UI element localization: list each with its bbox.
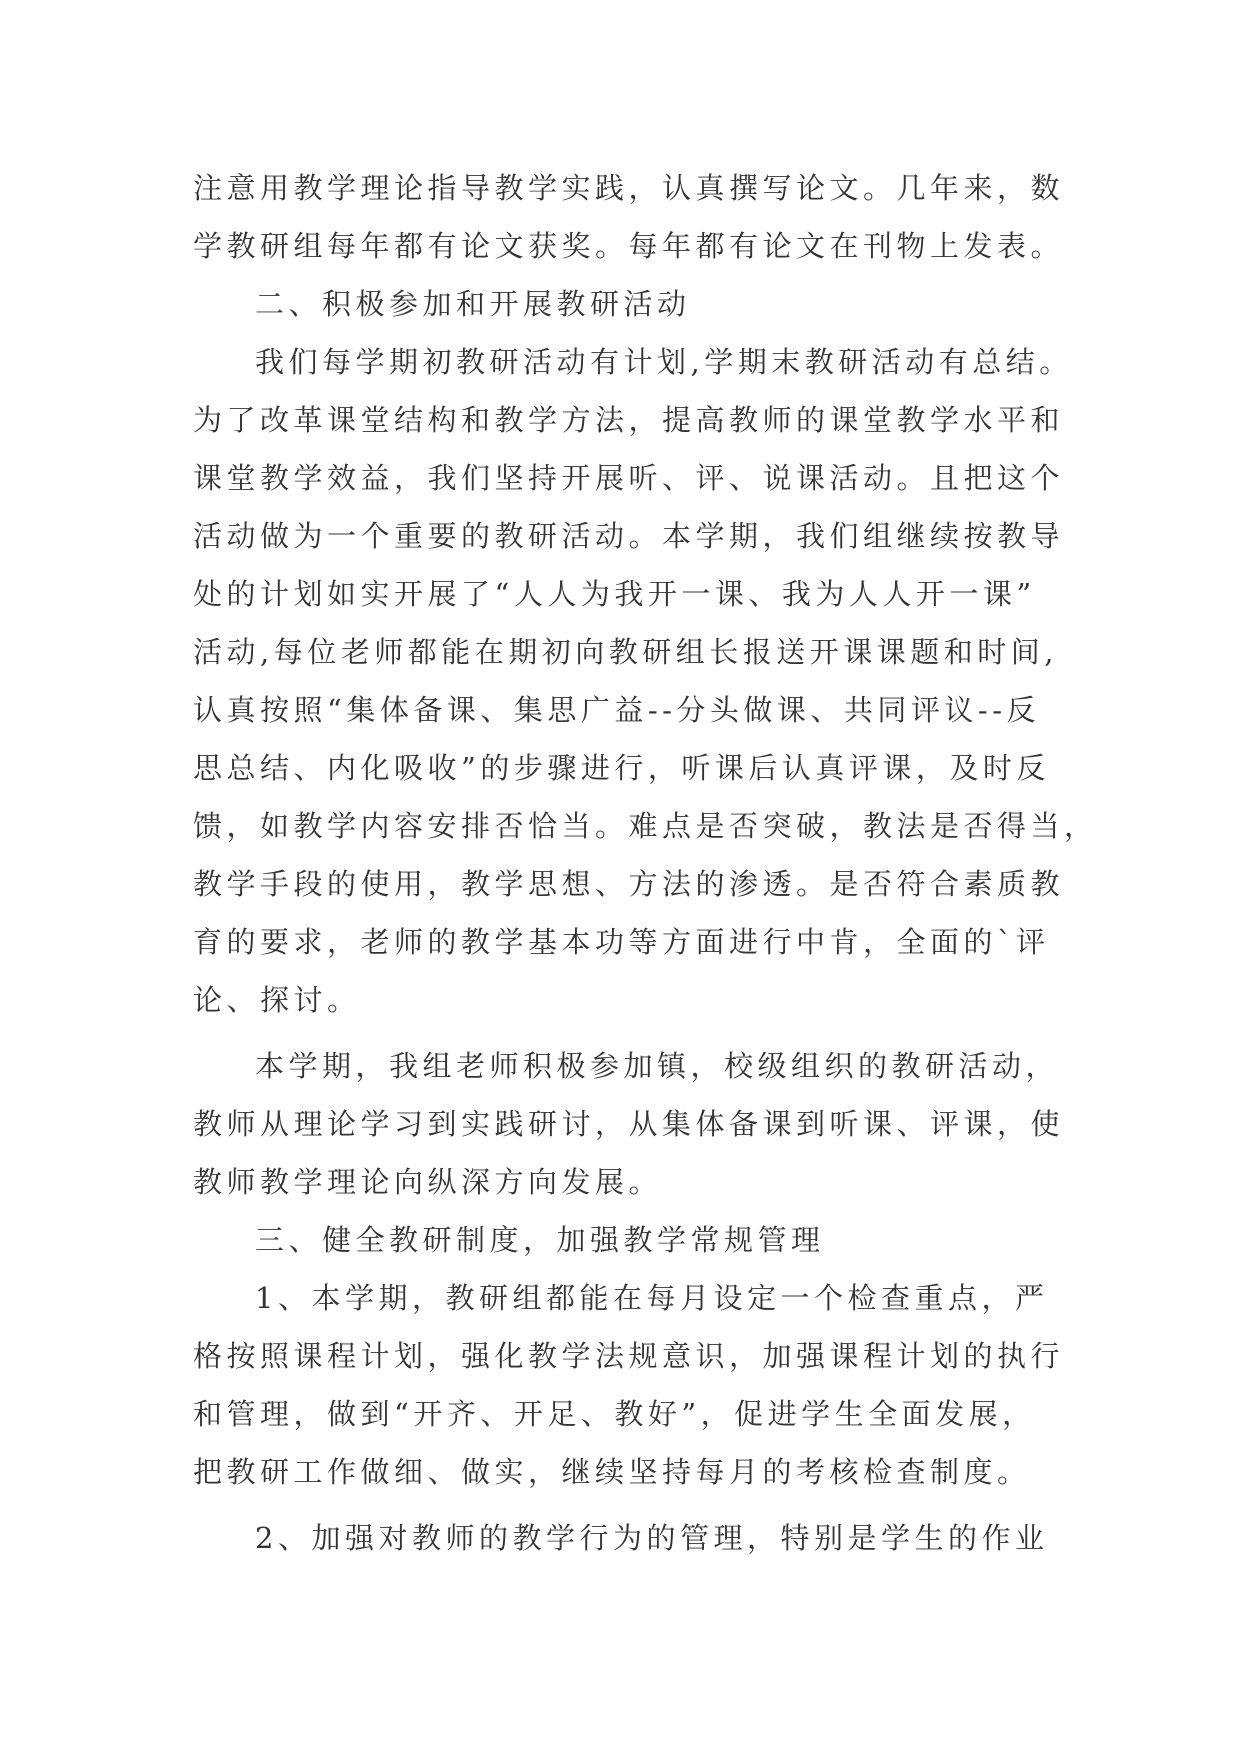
paragraph-line: 为了改革课堂结构和教学方法，提高教师的课堂教学水平和 xyxy=(193,403,1065,437)
paragraph-line: 把教研工作做细、做实，继续坚持每月的考核检查制度。 xyxy=(193,1455,1031,1489)
paragraph-line: 教师教学理论向纵深方向发展。 xyxy=(193,1165,663,1199)
paragraph-line: 活动,每位老师都能在期初向教研组长报送开课课题和时间, xyxy=(193,635,1058,669)
section-heading: 二、积极参加和开展教研活动 xyxy=(255,287,691,321)
paragraph-line: 2、加强对教师的教学行为的管理，特别是学生的作业 xyxy=(255,1521,1049,1555)
paragraph-line: 教学手段的使用，教学思想、方法的渗透。是否符合素质教 xyxy=(193,867,1065,901)
paragraph-line: 学教研组每年都有论文获奖。每年都有论文在刊物上发表。 xyxy=(193,229,1065,263)
paragraph-line: 认真按照“集体备课、集思广益--分头做课、共同评议--反 xyxy=(193,693,1041,727)
paragraph-line: 1、本学期，教研组都能在每月设定一个检查重点，严 xyxy=(255,1281,1049,1315)
paragraph-line: 教师从理论学习到实践研讨，从集体备课到听课、评课，使 xyxy=(193,1107,1065,1141)
paragraph-line: 注意用教学理论指导教学实践，认真撰写论文。几年来，数 xyxy=(193,171,1065,205)
paragraph-line: 论、探讨。 xyxy=(193,983,361,1017)
paragraph-line: 课堂教学效益，我们坚持开展听、评、说课活动。且把这个 xyxy=(193,461,1065,495)
paragraph-line: 思总结、内化吸收”的步骤进行，听课后认真评课，及时反 xyxy=(193,751,1050,785)
paragraph-line: 处的计划如实开展了“人人为我开一课、我为人人开一课” xyxy=(193,577,1036,611)
paragraph-line: 格按照课程计划，强化教学法规意识，加强课程计划的执行 xyxy=(193,1339,1065,1373)
paragraph-line: 本学期，我组老师积极参加镇，校级组织的教研活动， xyxy=(255,1049,1060,1083)
paragraph-line: 和管理，做到“开齐、开足、教好”，促进学生全面发展， xyxy=(193,1397,1036,1431)
section-heading: 三、健全教研制度，加强教学常规管理 xyxy=(255,1223,825,1257)
paragraph-line: 我们每学期初教研活动有计划,学期末教研活动有总结。 xyxy=(255,345,1073,379)
document-body xyxy=(193,159,1098,1567)
paragraph-line: 活动做为一个重要的教研活动。本学期，我们组继续按教导 xyxy=(193,519,1065,553)
paragraph-line: 育的要求，老师的教学基本功等方面进行中肯，全面的`评 xyxy=(193,925,1050,959)
paragraph-line: 馈，如教学内容安排否恰当。难点是否突破，教法是否得当， xyxy=(193,809,1098,843)
